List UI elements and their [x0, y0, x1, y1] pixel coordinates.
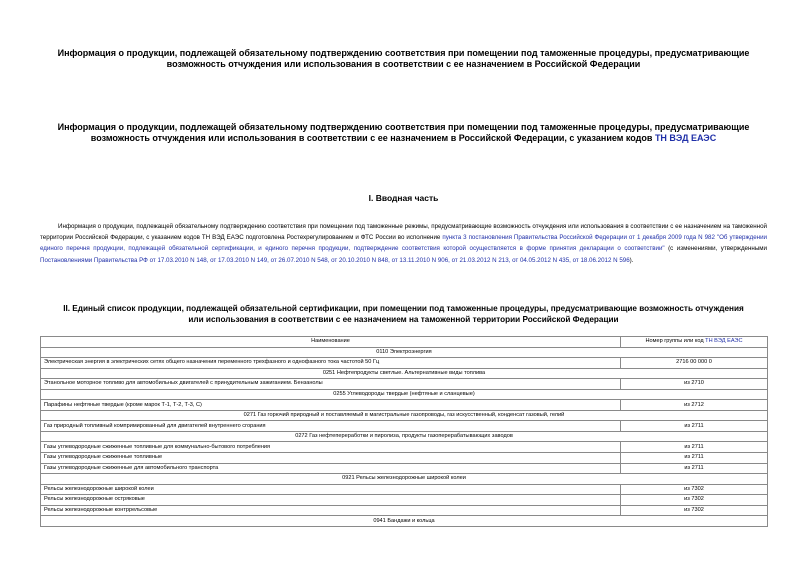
- product-name: Рельсы железнодорожные контррельсовые: [41, 505, 621, 516]
- product-name: Электрическая энергия в электрических сетях общего назначения переменного трехфазного и однофазного тока частотой 50 Гц: [41, 358, 621, 369]
- table-group-row: [41, 347, 768, 358]
- table-body: [41, 347, 768, 526]
- product-name: Этанольное моторное топливо для автомобильных двигателей с принудительным зажиганием. Бензанолы: [41, 379, 621, 390]
- table-row: [41, 379, 768, 390]
- product-name: Парафины нефтяные твердые (кроме марок Т-1, Т-2, Т-3, С): [41, 400, 621, 411]
- tnved-code: из 7302: [621, 495, 768, 506]
- table-row: [41, 484, 768, 495]
- table-row: [41, 442, 768, 453]
- intro-text-3: ).: [629, 256, 634, 264]
- group-heading: 0251 Нефтепродукты светлые. Альтернативные виды топлива: [41, 368, 768, 379]
- tnved-code: из 7302: [621, 484, 768, 495]
- tnved-code: из 2711: [621, 463, 768, 474]
- header-code: [621, 337, 768, 348]
- header-code-text: Номер группы или код: [645, 338, 706, 345]
- tnved-code: из 2712: [621, 400, 768, 411]
- tnved-code: 2716 00 000 0: [621, 358, 768, 369]
- group-heading: 0272 Газ нефтепереработки и пиролиза, продукты газоперерабатывающих заводов: [41, 431, 768, 442]
- decree-982-link[interactable]: пункта 3 постановления Правительства Российской Федерации от 1 декабря 2009 года N 982 "Об утверждении единого перечня продукции, подлежащей обязательной сертификации, и единого перечня продукции, подтверждение соответствия которой осуществляется в форме принятия декларации о соответствии": [40, 234, 767, 253]
- table-group-row: [41, 368, 768, 379]
- table-header-row: [41, 337, 768, 348]
- document-title: Информация о продукции, подлежащей обязательному подтверждению соответствия при помещении под таможенные процедуры, предусматривающие возможность отчуждения или использования в соответствии с ее назначением в Российской Федерации: [57, 48, 750, 69]
- table-row: [41, 400, 768, 411]
- tnved-code: из 2710: [621, 379, 768, 390]
- table-group-row: [41, 410, 768, 421]
- table-group-row: [41, 389, 768, 400]
- product-table: [40, 336, 768, 527]
- table-row: [41, 421, 768, 432]
- tnved-code: из 2711: [621, 421, 768, 432]
- tnved-code: из 2711: [621, 442, 768, 453]
- product-name: Газы углеводородные сжиженные топливные для коммунально-бытового потребления: [41, 442, 621, 453]
- table-row: [41, 358, 768, 369]
- tnved-code: из 2711: [621, 453, 768, 464]
- section-heading-intro: I. Вводная часть: [368, 193, 439, 203]
- table-row: [41, 505, 768, 516]
- table-row: [41, 495, 768, 506]
- table-row: [41, 453, 768, 464]
- tnved-code: из 7302: [621, 505, 768, 516]
- table-group-row: [41, 474, 768, 485]
- group-heading: 0921 Рельсы железнодорожные широкой колеи: [41, 474, 768, 485]
- amendments-link[interactable]: Постановлениями Правительства РФ от 17.03.2010 N 148, от 17.03.2010 N 149, от 26.07.2010 N 548, от 20.10.2010 N 848, от 13.11.2010 N 906, от 21.03.2012 N 213, от 04.05.2012 N 435, от 18.06.2012 N 596: [40, 256, 630, 264]
- section-heading-list: II. Единый список продукции, подлежащей обязательной сертификации, при помещении под таможенные процедуры, предусматривающие возможность отчуждения или использования в соответствии с ее назначением на таможенной территории Российской Федерации: [63, 304, 744, 324]
- product-name: Рельсы железнодорожные остряковые: [41, 495, 621, 506]
- group-heading: 0941 Бандажи и кольца: [41, 516, 768, 527]
- table-group-row: [41, 516, 768, 527]
- product-name: Газы углеводородные сжиженные топливные: [41, 453, 621, 464]
- product-name: Газы углеводородные сжиженные для автомобильного транспорта: [41, 463, 621, 474]
- product-name: Газ природный топливный компримированный для двигателей внутреннего сгорания: [41, 421, 621, 432]
- header-name: Наименование: [41, 337, 621, 348]
- intro-paragraph: [40, 221, 767, 266]
- header-tnved-link[interactable]: ТН ВЭД ЕАЭС: [705, 338, 743, 345]
- subtitle-text: Информация о продукции, подлежащей обязательному подтверждению соответствия при помещении под таможенные процедуры, предусматривающие возможность отчуждения или использования в соответствии с ее назначением в Российской Федерации, с указанием кодов: [57, 122, 750, 143]
- group-heading: 0271 Газ горючий природный и поставляемый в магистральные газопроводы, газ искусственный, конденсат газовый, гелий: [41, 410, 768, 421]
- intro-text-1: Информация о продукции, подлежащей обязательному подтверждению соответствия при помещении под таможенные режимы, предусматривающие возможность отчуждения или использования в соответствии с ее назначением на таможенной территории Российской Федерации, с указанием кодов ТН ВЭД ЕАЭС подготовлена Ростехрегулированием и ФТС России во исполнение: [40, 223, 767, 242]
- document-subtitle: [40, 122, 767, 144]
- product-name: Рельсы железнодорожные широкой колеи: [41, 484, 621, 495]
- table-group-row: [41, 431, 768, 442]
- group-heading: 0255 Углеводороды твердые (нефтяные и сланцевые): [41, 389, 768, 400]
- intro-text-2: (с изменениями, утвержденными: [664, 245, 767, 253]
- table-row: [41, 463, 768, 474]
- tnved-link[interactable]: ТН ВЭД ЕАЭС: [654, 133, 717, 143]
- group-heading: 0110 Электроэнергия: [41, 347, 768, 358]
